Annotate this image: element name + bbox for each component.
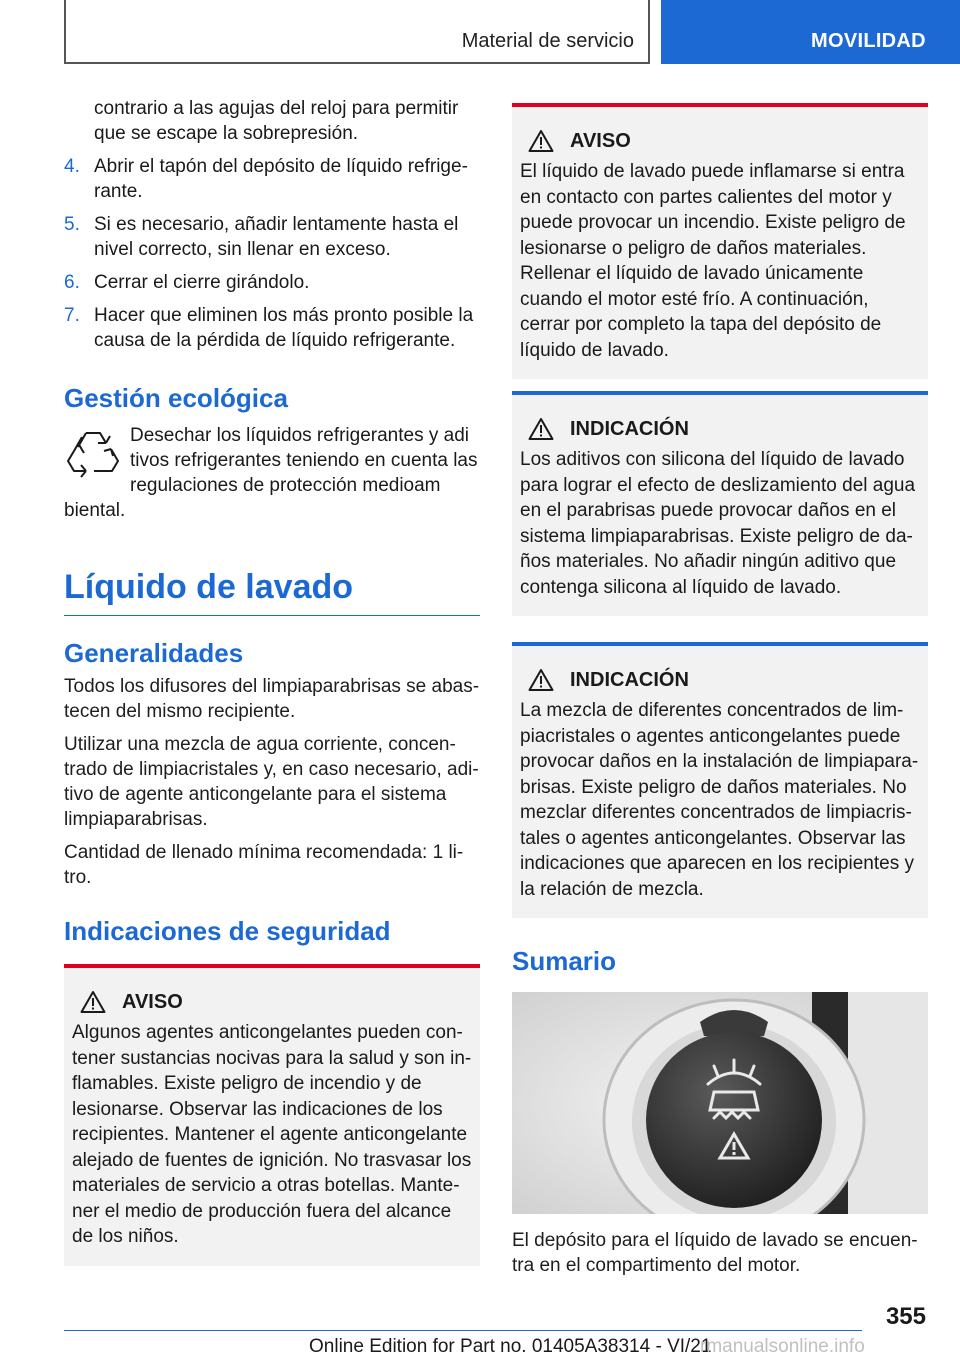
warning-title-row — [72, 990, 472, 1014]
eco-text-line: biental. — [64, 500, 126, 521]
step-number: 7. — [64, 305, 80, 326]
step-number: 4. — [64, 156, 80, 177]
watermark: rmanualsonline.info — [700, 1336, 865, 1357]
eco-block — [64, 423, 480, 523]
note-title-row — [520, 668, 920, 692]
footer-rule — [64, 1330, 862, 1331]
page-header — [0, 0, 960, 66]
step-text: Si es necesario, añadir lentamente hasta el nivel correcto, sin llenar en exceso. — [94, 214, 459, 260]
right-column — [512, 103, 928, 1278]
summary-heading: Sumario — [512, 946, 617, 976]
warning-box-2 — [512, 103, 928, 379]
eco-text-line: tivos refrigerantes teniendo en cuenta las — [130, 450, 478, 471]
warning-body: El líquido de lavado puede inflamarse si entra en contacto con partes calientes del motor y puede provocar un incendio. Existe peligro de lesionarse o peligro de daños materiales. Rellenar el líquido de lavado únicamente cuando el motor esté frío. A continuación, cerrar por completo la tapa del depósito de líquido de lavado. — [520, 161, 906, 361]
step-7 — [64, 303, 480, 353]
note-title: INDICACIÓN — [570, 668, 689, 691]
note-body: La mezcla de diferentes concentrados de limpiacristales o agentes anticongelantes puede provocar daños en la instalación de limpiaparabrisas. Existe peligro de daños materiales. No mezclar diferentes concentrados de limpiacristales o agentes anticongelantes. Observar las indicaciones que aparecen en los recipientes y la relación de mezcla. — [520, 700, 919, 900]
warning-title: AVISO — [570, 129, 631, 152]
edition-info: Online Edition for Part no. 01405A38314 - VI/21 — [309, 1336, 712, 1357]
note-box-1 — [512, 391, 928, 616]
step-text: Cerrar el cierre girándolo. — [94, 272, 310, 293]
warning-box-1 — [64, 964, 480, 1266]
note-box-2 — [512, 642, 928, 918]
step-number: 6. — [64, 272, 80, 293]
general-paragraph-1: Todos los difusores del limpiaparabrisas se abastecen del mismo recipiente. — [64, 676, 480, 722]
eco-heading: Gestión ecológica — [64, 383, 288, 413]
step-text: Abrir el tapón del depósito de líquido refrigerante. — [94, 156, 468, 202]
step-text: Hacer que eliminen los más pronto posible la causa de la pérdida de líquido refrigerante. — [94, 305, 474, 351]
warning-triangle-icon — [528, 417, 554, 441]
washer-cap-illustration — [512, 992, 928, 1214]
eco-text-line: regulaciones de protección medioam — [130, 475, 441, 496]
page-number: 355 — [885, 1303, 926, 1330]
general-heading: Generalidades — [64, 638, 244, 668]
eco-text — [64, 423, 480, 523]
step-6 — [64, 270, 480, 295]
note-title-row — [520, 417, 920, 441]
safety-heading: Indicaciones de seguridad — [64, 916, 391, 946]
recycle-icon — [64, 427, 122, 481]
left-column — [64, 96, 480, 1266]
warning-title: AVISO — [122, 990, 183, 1013]
warning-title-row — [520, 129, 920, 153]
main-heading: Líquido de lavado — [64, 568, 354, 606]
note-body: Los aditivos con silicona del líquido de lavado para lograr el efecto de deslizamiento del agua en el parabrisas puede provocar daños en el sistema limpiaparabrisas. Existe peligro de daños materiales. No añadir ningún aditivo que contenga silicona al líquido de lavado. — [520, 449, 916, 598]
general-paragraph-2: Utilizar una mezcla de agua corriente, concentrado de limpiacristales y, en caso necesario, aditivo de agente anticongelante para el sistema limpiaparabrisas. — [64, 734, 479, 830]
general-paragraph-3: Cantidad de llenado mínima recomendada: 1 litro. — [64, 842, 464, 888]
step-continuation: contrario a las agujas del reloj para permitir que se escape la sobrepresión. — [94, 98, 459, 144]
warning-triangle-icon — [528, 129, 554, 153]
step-5 — [64, 212, 480, 262]
step-number: 5. — [64, 214, 80, 235]
warning-body: Algunos agentes anticongelantes pueden contener sustancias nocivas para la salud y son inflamables. Existe peligro de incendio y de lesionarse. Observar las indicaciones de los recipientes. Mantener el agente anticongelante alejado de fuentes de ignición. No trasvasar los materiales de servicio a otras botellas. Mantener el medio de producción fuera del alcance de los niños. — [72, 1022, 472, 1247]
eco-text-line: Desechar los líquidos refrigerantes y adi — [130, 425, 470, 446]
warning-triangle-icon — [528, 668, 554, 692]
warning-triangle-icon — [80, 990, 106, 1014]
washer-reservoir-photo — [512, 992, 928, 1214]
header-section-box — [64, 0, 650, 64]
header-chapter-tab — [661, 0, 960, 64]
step-4 — [64, 154, 480, 204]
photo-caption: El depósito para el líquido de lavado se encuentra en el compartimento del motor. — [512, 1230, 918, 1276]
heading-rule — [64, 615, 480, 616]
header-chapter-label: MOVILIDAD — [811, 30, 926, 52]
header-section-title: Material de servicio — [461, 30, 634, 52]
note-title: INDICACIÓN — [570, 417, 689, 440]
